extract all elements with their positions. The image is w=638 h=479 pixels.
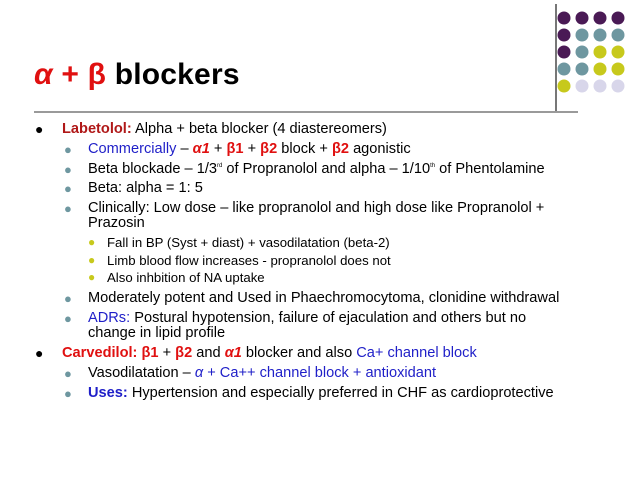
dash: – <box>180 141 189 157</box>
decorative-dot <box>594 46 607 59</box>
beta2: β2 <box>331 141 349 157</box>
decorative-dot <box>612 29 625 42</box>
decorative-dot <box>612 12 625 25</box>
labetolol-desc: Alpha + beta blocker (4 diastereomers) <box>134 121 387 137</box>
decorative-dot <box>558 29 571 42</box>
title-divider <box>34 111 578 113</box>
vaso-rest: + Ca++ channel block + antioxidant <box>207 365 437 381</box>
bullet-icon: ● <box>64 181 72 196</box>
decorative-dot <box>576 12 589 25</box>
ratio-text: Beta: alpha = 1: 5 <box>88 180 203 196</box>
uses-label: Uses: <box>88 384 128 401</box>
bullet-icon: ● <box>88 270 96 284</box>
decorative-dot <box>558 63 571 76</box>
decorative-dot <box>576 63 589 76</box>
decorative-dot <box>576 46 589 59</box>
title-alpha: α <box>34 58 53 91</box>
labetolol-label: Labetolol: <box>62 121 132 137</box>
decorative-dot <box>594 63 607 76</box>
decorative-dot <box>594 80 607 93</box>
bullet-clinically <box>0 201 588 231</box>
bullet-icon: ● <box>88 235 96 249</box>
ca-channel-text: Ca+ channel block <box>356 345 477 361</box>
bullet-icon: ● <box>64 291 72 306</box>
block-text: block + <box>281 141 328 157</box>
alpha1: α1 <box>224 345 242 361</box>
bullet-labetolol <box>0 121 638 138</box>
uses-text: Hypertension and especially preferred in CHF as cardioprotective <box>131 384 554 401</box>
vaso-alpha: α <box>194 365 204 381</box>
decorative-dot <box>558 12 571 25</box>
beta2: β2 <box>175 345 193 361</box>
bullet-uses <box>0 386 638 401</box>
clinically-text: Clinically: Low dose – like propranolol and high dose like Propranolol + Prazosin <box>88 199 545 231</box>
adrs-label: ADRs: <box>88 309 131 326</box>
adrs-text: Postural hypotension, failure of ejaculation and others but no change in lipid profile <box>88 309 527 341</box>
title-word: blockers <box>114 58 240 91</box>
decorative-dot <box>558 80 571 93</box>
bullet-icon: ● <box>64 385 72 401</box>
bullet-potent <box>0 291 638 306</box>
sub-bullet-text: Limb blood flow increases - propranolol does not <box>107 252 391 268</box>
bullet-icon: ● <box>35 345 44 361</box>
beta1: β1 <box>226 141 244 157</box>
plus: + <box>247 141 257 157</box>
blocker-text: blocker and also <box>245 345 353 361</box>
bullet-ratio <box>0 181 638 196</box>
and-text: and <box>196 345 221 361</box>
slide-title <box>34 58 240 92</box>
bullet-vaso <box>0 366 638 381</box>
bullet-icon: ● <box>64 366 72 381</box>
bullet-icon: ● <box>35 121 44 137</box>
plus: + <box>213 141 223 157</box>
sub-bullet-text: Fall in BP (Syst + diast) + vasodilatation (beta-2) <box>107 235 390 250</box>
bullet-beta-blockade <box>0 162 638 177</box>
superscript: th <box>430 162 436 169</box>
vaso-pre: Vasodilatation – <box>88 365 191 381</box>
potent-text: Moderately potent and Used in Phaechromocytoma, clonidine withdrawal <box>88 290 560 306</box>
bullet-icon: ● <box>64 161 72 177</box>
decorative-dot-grid <box>536 10 634 98</box>
beta2: β2 <box>260 141 278 157</box>
sub-bullet <box>0 235 638 250</box>
decorative-dot <box>612 63 625 76</box>
sub-bullet <box>0 270 638 285</box>
bullet-icon: ● <box>64 310 72 326</box>
plus: + <box>162 345 172 361</box>
slide-content <box>0 121 638 405</box>
decorative-dot <box>558 46 571 59</box>
beta-blockade-end: of Phentolamine <box>439 160 545 177</box>
decorative-dot <box>612 80 625 93</box>
decorative-dot <box>612 46 625 59</box>
decorative-dot <box>594 29 607 42</box>
bullet-carvedilol <box>0 345 638 362</box>
agonistic-text: agonistic <box>353 141 411 157</box>
commercially-label: Commercially <box>88 141 177 157</box>
decorative-dot <box>594 12 607 25</box>
bullet-commercially <box>0 142 638 157</box>
bullet-icon: ● <box>64 142 72 157</box>
beta-blockade-pre: Beta blockade – 1/3 <box>88 160 218 177</box>
decorative-vertical-line <box>555 4 557 112</box>
sub-bullet-text: Also inhbition of NA uptake <box>107 270 265 285</box>
sub-bullet <box>0 253 638 268</box>
decorative-dot <box>576 29 589 42</box>
title-plus: + <box>61 58 80 91</box>
carvedilol-label: Carvedilol: <box>62 345 138 361</box>
bullet-icon: ● <box>64 200 72 216</box>
bullet-adrs <box>0 311 568 341</box>
beta-blockade-mid: of Propranolol and alpha – 1/10 <box>226 160 431 177</box>
title-beta: β <box>87 58 107 91</box>
beta1: β1 <box>141 345 159 361</box>
superscript: rd <box>217 162 223 169</box>
bullet-icon: ● <box>88 252 96 267</box>
decorative-dot <box>576 80 589 93</box>
alpha1: α1 <box>192 141 210 157</box>
